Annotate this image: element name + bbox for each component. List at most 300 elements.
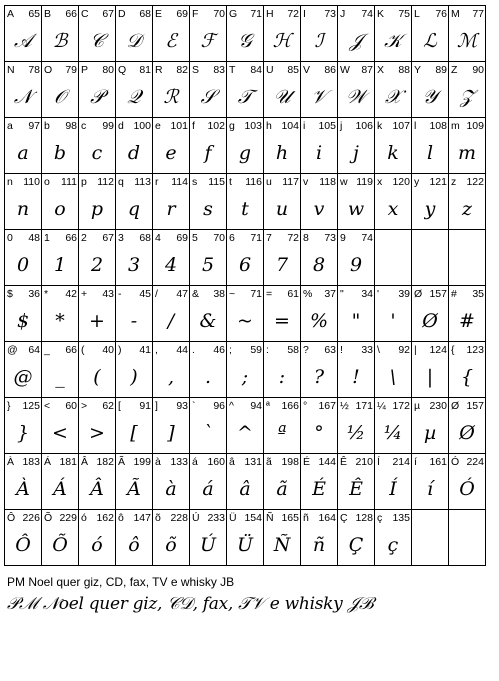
- cell-character: &: [192, 288, 200, 300]
- glyph-cell: [79, 342, 116, 398]
- cell-script-glyph: &: [199, 310, 217, 332]
- cell-character: x: [377, 176, 383, 188]
- cell-character: ): [118, 344, 122, 356]
- glyph-cell: [375, 398, 412, 454]
- cell-code: 233: [207, 512, 225, 524]
- cell-script-glyph: ç: [387, 534, 399, 556]
- cell-character: c: [81, 120, 87, 132]
- glyph-cell: [153, 342, 190, 398]
- glyph-cell: [301, 174, 338, 230]
- cell-label: [451, 120, 484, 132]
- cell-label: [266, 344, 299, 356]
- cell-code: 135: [392, 512, 410, 524]
- cell-character: _: [44, 344, 50, 356]
- glyph-cell: [116, 510, 153, 566]
- cell-script-glyph: \: [389, 366, 397, 388]
- cell-code: 165: [281, 512, 299, 524]
- glyph-cell: [227, 6, 264, 62]
- cell-label: [155, 120, 188, 132]
- cell-code: 182: [96, 456, 114, 468]
- cell-script-glyph: Ó: [459, 478, 475, 500]
- cell-label: [229, 344, 262, 356]
- cell-script-glyph: ]: [167, 422, 175, 444]
- cell-script-glyph: 𝒩: [13, 86, 33, 108]
- cell-label: [81, 344, 114, 356]
- glyph-cell: [153, 174, 190, 230]
- cell-label: [266, 120, 299, 132]
- glyph-cell: [412, 6, 449, 62]
- cell-character: u: [266, 176, 272, 188]
- glyph-cell: [412, 118, 449, 174]
- cell-character: K: [377, 8, 385, 20]
- cell-code: 39: [398, 288, 410, 300]
- cell-label: [303, 400, 336, 412]
- cell-character: !: [340, 344, 343, 356]
- cell-code: 102: [207, 120, 225, 132]
- cell-label: [340, 232, 373, 244]
- cell-script-glyph: h: [275, 142, 289, 164]
- cell-code: 87: [361, 64, 373, 76]
- cell-code: 107: [392, 120, 410, 132]
- grid-row: [5, 230, 486, 286]
- cell-code: 214: [392, 456, 410, 468]
- cell-script-glyph: Í: [389, 478, 397, 500]
- glyph-cell: [301, 286, 338, 342]
- glyph-cell: [42, 398, 79, 454]
- cell-label: [44, 288, 77, 300]
- cell-code: 90: [472, 64, 484, 76]
- cell-code: 86: [324, 64, 336, 76]
- cell-label: [118, 400, 151, 412]
- cell-code: 34: [361, 288, 373, 300]
- glyph-cell: [227, 342, 264, 398]
- cell-code: 67: [102, 232, 114, 244]
- glyph-cell: [5, 454, 42, 510]
- cell-code: 80: [102, 64, 114, 76]
- cell-label: [155, 456, 188, 468]
- cell-character: ': [377, 288, 380, 300]
- cell-script-glyph: 3: [127, 254, 141, 276]
- cell-script-glyph: _: [55, 366, 65, 388]
- glyph-cell: [227, 230, 264, 286]
- cell-script-glyph: {: [460, 366, 474, 388]
- cell-character: R: [155, 64, 163, 76]
- cell-label: [81, 64, 114, 76]
- cell-script-glyph: =: [274, 310, 290, 332]
- cell-character: G: [229, 8, 238, 20]
- cell-label: [7, 512, 40, 524]
- cell-label: [192, 288, 225, 300]
- glyph-cell: [5, 62, 42, 118]
- cell-script-glyph: !: [352, 366, 360, 388]
- cell-label: [44, 400, 77, 412]
- cell-label: [7, 344, 40, 356]
- cell-script-glyph: 𝒱: [311, 86, 327, 108]
- cell-label: [192, 400, 225, 412]
- cell-script-glyph: ô: [128, 534, 140, 556]
- cell-code: 72: [287, 8, 299, 20]
- cell-label: [303, 512, 336, 524]
- cell-script-glyph: ª: [277, 422, 287, 444]
- cell-label: [414, 400, 447, 412]
- glyph-cell: [301, 398, 338, 454]
- cell-script-glyph: 𝒬: [127, 86, 141, 108]
- cell-character: E: [155, 8, 163, 20]
- glyph-cell: [412, 454, 449, 510]
- cell-character: Y: [414, 64, 422, 76]
- cell-script-glyph: *: [55, 310, 65, 332]
- grid-row: [5, 62, 486, 118]
- grid-row: [5, 510, 486, 566]
- cell-code: 124: [429, 344, 447, 356]
- cell-code: 73: [324, 8, 336, 20]
- cell-script-glyph: 𝒦: [384, 30, 402, 52]
- cell-script-glyph: (: [93, 366, 101, 388]
- cell-script-glyph: 𝒳: [384, 86, 402, 108]
- cell-script-glyph: 𝒰: [273, 86, 291, 108]
- cell-code: 84: [250, 64, 262, 76]
- cell-code: 105: [318, 120, 336, 132]
- glyph-cell: [116, 174, 153, 230]
- cell-script-glyph: ': [390, 310, 396, 332]
- cell-code: 35: [472, 288, 484, 300]
- cell-label: [229, 232, 262, 244]
- cell-code: 210: [355, 456, 373, 468]
- cell-code: 85: [287, 64, 299, 76]
- glyph-cell: [227, 510, 264, 566]
- cell-character: Â: [81, 456, 89, 468]
- cell-label: [118, 8, 151, 20]
- cell-script-glyph: 𝒟: [126, 30, 142, 52]
- cell-label: [44, 232, 77, 244]
- glyph-cell: [5, 118, 42, 174]
- cell-script-glyph: ℒ: [423, 30, 437, 52]
- cell-code: 44: [176, 344, 188, 356]
- cell-code: 166: [281, 400, 299, 412]
- cell-script-glyph: }: [16, 422, 30, 444]
- cell-character: h: [266, 120, 272, 132]
- glyph-cell: [301, 342, 338, 398]
- glyph-cell: [153, 230, 190, 286]
- cell-label: [303, 456, 336, 468]
- glyph-cell: [153, 62, 190, 118]
- cell-script-glyph: :: [278, 366, 286, 388]
- cell-character: {: [451, 344, 455, 356]
- cell-character: µ: [414, 400, 421, 412]
- cell-label: [451, 8, 484, 20]
- glyph-cell: [338, 286, 375, 342]
- cell-character: |: [414, 344, 417, 356]
- cell-label: [7, 8, 40, 20]
- cell-label: [414, 120, 447, 132]
- cell-character: 3: [118, 232, 124, 244]
- cell-code: 131: [244, 456, 262, 468]
- glyph-cell: [338, 398, 375, 454]
- empty-cell: [449, 510, 486, 566]
- cell-label: [7, 400, 40, 412]
- cell-label: [155, 176, 188, 188]
- cell-script-glyph: c: [91, 142, 103, 164]
- cell-label: [414, 456, 447, 468]
- cell-script-glyph: ): [130, 366, 138, 388]
- glyph-cell: [449, 174, 486, 230]
- cell-code: 97: [28, 120, 40, 132]
- glyph-cell: [412, 62, 449, 118]
- cell-label: [377, 176, 410, 188]
- glyph-cell: [301, 230, 338, 286]
- cell-character: °: [303, 400, 308, 412]
- cell-label: [192, 176, 225, 188]
- cell-label: [229, 64, 262, 76]
- cell-script-glyph: r: [166, 198, 176, 220]
- cell-character: ô: [118, 512, 124, 524]
- cell-code: 46: [213, 344, 225, 356]
- cell-script-glyph: e: [165, 142, 177, 164]
- glyph-cell: [42, 6, 79, 62]
- cell-label: [192, 344, 225, 356]
- cell-label: [451, 344, 484, 356]
- cell-code: 71: [250, 288, 262, 300]
- cell-script-glyph: ℬ: [52, 30, 68, 52]
- cell-code: 40: [102, 344, 114, 356]
- cell-character: t: [229, 176, 232, 188]
- cell-code: 81: [139, 64, 151, 76]
- cell-code: 100: [133, 120, 151, 132]
- cell-label: [44, 8, 77, 20]
- cell-script-glyph: Ø: [422, 310, 438, 332]
- cell-code: 47: [176, 288, 188, 300]
- cell-character: y: [414, 176, 420, 188]
- cell-code: 154: [244, 512, 262, 524]
- cell-script-glyph: 𝒜: [14, 30, 32, 52]
- cell-character: D: [118, 8, 126, 20]
- cell-character: õ: [155, 512, 161, 524]
- cell-code: 101: [170, 120, 188, 132]
- cell-label: [155, 8, 188, 20]
- cell-character: p: [81, 176, 87, 188]
- glyph-cell: [5, 230, 42, 286]
- cell-script-glyph: ã: [276, 478, 288, 500]
- glyph-cell: [5, 510, 42, 566]
- cell-script-glyph: 𝒞: [90, 30, 104, 52]
- cell-code: 66: [65, 232, 77, 244]
- cell-script-glyph: 4: [164, 254, 178, 276]
- cell-label: [118, 176, 151, 188]
- cell-script-glyph: #: [459, 310, 475, 332]
- cell-character: O: [44, 64, 53, 76]
- cell-label: [266, 64, 299, 76]
- cell-code: 70: [213, 8, 225, 20]
- cell-code: 116: [245, 176, 262, 188]
- cell-character: A: [7, 8, 15, 20]
- cell-code: 45: [139, 288, 151, 300]
- cell-character: N: [7, 64, 15, 76]
- cell-label: [81, 232, 114, 244]
- grid-row: [5, 454, 486, 510]
- cell-label: [229, 176, 262, 188]
- cell-script-glyph: Õ: [52, 534, 68, 556]
- cell-script-glyph: k: [387, 142, 399, 164]
- glyph-cell: [375, 6, 412, 62]
- glyph-cell: [190, 454, 227, 510]
- cell-script-glyph: Ñ: [273, 534, 291, 556]
- cell-code: 161: [429, 456, 447, 468]
- cell-character: á: [192, 456, 198, 468]
- glyph-cell: [190, 342, 227, 398]
- cell-code: 59: [250, 344, 262, 356]
- cell-character: =: [266, 288, 273, 300]
- cell-script-glyph: ;: [241, 366, 249, 388]
- cell-label: [303, 120, 336, 132]
- cell-code: 38: [213, 288, 225, 300]
- glyph-cell: [338, 230, 375, 286]
- cell-script-glyph: 𝒵: [459, 86, 475, 108]
- glyph-cell: [375, 286, 412, 342]
- cell-character: Õ: [44, 512, 53, 524]
- cell-code: 119: [356, 176, 373, 188]
- cell-code: 199: [133, 456, 151, 468]
- cell-code: 69: [176, 232, 188, 244]
- cell-label: [414, 64, 447, 76]
- cell-code: 164: [318, 512, 336, 524]
- cell-character: e: [155, 120, 161, 132]
- grid-row: [5, 286, 486, 342]
- cell-script-glyph: j: [353, 142, 359, 164]
- cell-character: Ê: [340, 456, 348, 468]
- cell-code: 77: [472, 8, 484, 20]
- cell-label: [229, 512, 262, 524]
- cell-label: [414, 344, 447, 356]
- cell-character: 2: [81, 232, 87, 244]
- cell-label: [451, 456, 484, 468]
- cell-character: V: [303, 64, 311, 76]
- cell-code: 66: [65, 8, 77, 20]
- cell-character: 4: [155, 232, 161, 244]
- cell-script-glyph: i: [315, 142, 323, 164]
- cell-label: [155, 232, 188, 244]
- cell-character: W: [340, 64, 350, 76]
- cell-code: 37: [324, 288, 336, 300]
- cell-character: Á: [44, 456, 52, 468]
- cell-code: 42: [65, 288, 77, 300]
- glyph-cell: [264, 398, 301, 454]
- cell-script-glyph: á: [202, 478, 214, 500]
- cell-script-glyph: µ: [423, 422, 437, 444]
- cell-script-glyph: s: [203, 198, 213, 220]
- cell-code: 43: [102, 288, 114, 300]
- cell-character: I: [303, 8, 306, 20]
- cell-character: 1: [44, 232, 50, 244]
- glyph-cell: [153, 398, 190, 454]
- glyph-cell: [264, 118, 301, 174]
- cell-character: [: [118, 400, 121, 412]
- glyph-cell: [190, 6, 227, 62]
- cell-script-glyph: ℛ: [163, 86, 179, 108]
- cell-label: [377, 120, 410, 132]
- glyph-cell: [190, 510, 227, 566]
- cell-script-glyph: 2: [90, 254, 104, 276]
- cell-label: [155, 288, 188, 300]
- cell-label: [7, 120, 40, 132]
- cell-character: v: [303, 176, 309, 188]
- cell-label: [81, 456, 114, 468]
- cell-label: [303, 8, 336, 20]
- sample-caption: PM Noel quer giz, CD, fax, TV e whisky JB: [7, 575, 235, 589]
- cell-label: [192, 64, 225, 76]
- glyph-cell: [79, 62, 116, 118]
- cell-code: 62: [102, 400, 114, 412]
- grid-row: [5, 398, 486, 454]
- glyph-cell: [449, 342, 486, 398]
- glyph-cell: [227, 398, 264, 454]
- cell-script-glyph: v: [313, 198, 325, 220]
- cell-character: .: [192, 344, 195, 356]
- cell-label: [118, 456, 151, 468]
- cell-character: m: [451, 120, 460, 132]
- cell-script-glyph: %: [309, 310, 329, 332]
- cell-code: 75: [398, 8, 410, 20]
- cell-character: Ü: [229, 512, 237, 524]
- grid-row: [5, 118, 486, 174]
- cell-script-glyph: 1: [53, 254, 67, 276]
- cell-code: 125: [22, 400, 40, 412]
- cell-script-glyph: 𝒴: [422, 86, 438, 108]
- cell-character: /: [155, 288, 158, 300]
- cell-label: [7, 64, 40, 76]
- cell-label: [340, 344, 373, 356]
- glyph-cell: [79, 230, 116, 286]
- cell-code: 91: [139, 400, 151, 412]
- cell-code: 88: [398, 64, 410, 76]
- cell-label: [303, 232, 336, 244]
- cell-script-glyph: ℐ: [314, 30, 324, 52]
- cell-label: [414, 288, 447, 300]
- grid-row: [5, 6, 486, 62]
- glyph-cell: [190, 398, 227, 454]
- glyph-cell: [375, 342, 412, 398]
- cell-character: À: [7, 456, 15, 468]
- glyph-cell: [79, 174, 116, 230]
- cell-label: [451, 176, 484, 188]
- cell-character: a: [7, 120, 13, 132]
- cell-label: [377, 64, 410, 76]
- glyph-cell: [375, 62, 412, 118]
- cell-code: 66: [65, 344, 77, 356]
- glyph-cell: [264, 230, 301, 286]
- cell-code: 103: [244, 120, 262, 132]
- glyph-cell: [412, 286, 449, 342]
- cell-code: 112: [97, 176, 114, 188]
- glyph-cell: [338, 118, 375, 174]
- glyph-cell: [375, 454, 412, 510]
- glyph-cell: [42, 342, 79, 398]
- cell-label: [192, 512, 225, 524]
- cell-character: n: [7, 176, 13, 188]
- glyph-cell: [42, 286, 79, 342]
- cell-character: L: [414, 8, 420, 20]
- cell-script-glyph: z: [461, 198, 472, 220]
- cell-label: [118, 512, 151, 524]
- cell-label: [118, 64, 151, 76]
- cell-character: Ñ: [266, 512, 274, 524]
- cell-code: 104: [281, 120, 299, 132]
- cell-character: f: [192, 120, 195, 132]
- cell-code: 128: [355, 512, 373, 524]
- cell-label: [377, 288, 410, 300]
- cell-character: â: [229, 456, 235, 468]
- cell-character: ?: [303, 344, 309, 356]
- glyph-cell: [338, 342, 375, 398]
